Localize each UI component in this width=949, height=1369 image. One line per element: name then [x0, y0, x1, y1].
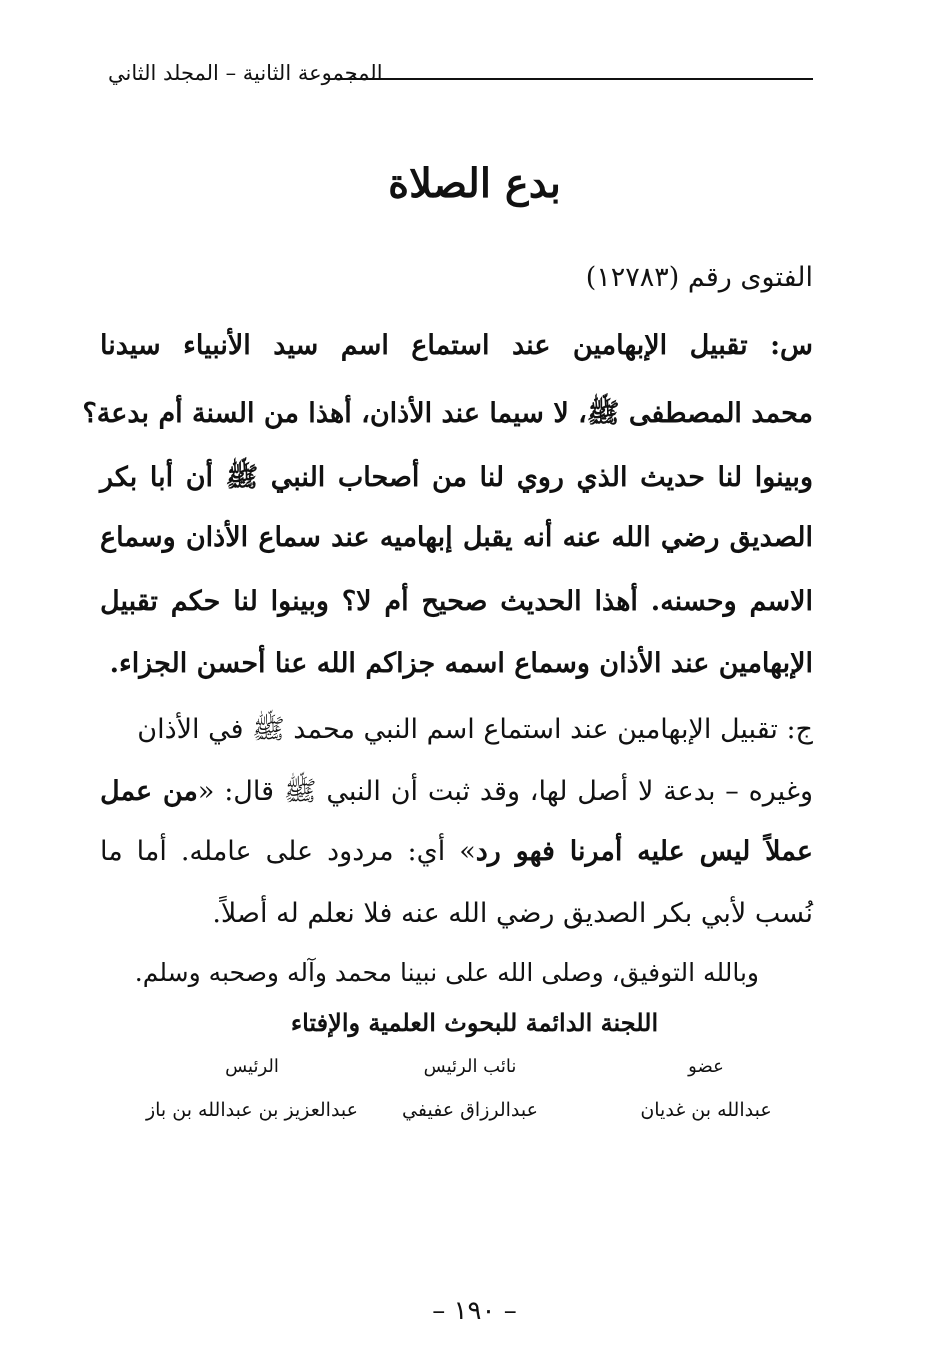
- section-title: بدع الصلاة: [388, 160, 561, 207]
- question-line: محمد المصطفى ﷺ، لا سيما عند الأذان، أهذا من السنة أم بدعة؟: [82, 398, 813, 429]
- hadith-quote: من عمل: [100, 776, 198, 807]
- signatory-role: عضو: [688, 1056, 724, 1077]
- running-header-title: المجموعة الثانية – المجلد الثاني: [108, 61, 383, 85]
- signatory-member: [631, 1056, 781, 1121]
- signatory-role: نائب الرئيس: [423, 1056, 517, 1077]
- running-header: [100, 58, 813, 88]
- signatory-vice-president: [375, 1056, 565, 1121]
- answer-line: نُسب لأبي بكر الصديق رضي الله عنه فلا نعلم له أصلاً.: [212, 898, 813, 929]
- committee-name: اللجنة الدائمة للبحوث العلمية والإفتاء: [290, 1008, 659, 1037]
- answer-line: [100, 836, 813, 867]
- answer-text: وغيره – بدعة لا أصل لها، وقد ثبت أن النبي ﷺ قال: «: [197, 776, 813, 807]
- fatwa-number: الفتوى رقم (١٢٧٨٣): [585, 262, 813, 293]
- signatory-name: عبدالرزاق عفيفي: [402, 1099, 538, 1121]
- signatory-name: عبدالله بن غديان: [640, 1099, 772, 1121]
- answer-line: ج: تقبيل الإبهامين عند استماع اسم النبي محمد ﷺ في الأذان: [137, 714, 813, 745]
- answer-line: [100, 774, 813, 814]
- question-line: س: تقبيل الإبهامين عند استماع اسم سيد الأنبياء سيدنا: [100, 330, 813, 361]
- signatory-role: الرئيس: [225, 1056, 279, 1077]
- question-line: الإبهامين عند الأذان وسماع اسمه جزاكم الله عنا أحسن الجزاء.: [109, 648, 813, 679]
- question-line: وبينوا لنا حديث الذي روي لنا من أصحاب النبي ﷺ أن أبا بكر: [100, 462, 813, 493]
- signatory-name: عبدالعزيز بن عبدالله بن باز: [145, 1099, 359, 1121]
- header-rule: [337, 78, 813, 80]
- page-number: – ١٩٠ –: [432, 1296, 517, 1326]
- closing-line: وبالله التوفيق، وصلى الله على نبينا محمد وآله وصحبه وسلم.: [134, 958, 759, 987]
- signatory-president: [137, 1056, 367, 1121]
- question-line: الاسم وحسنه. أهذا الحديث صحيح أم لا؟ وبينوا لنا حكم تقبيل: [100, 586, 813, 617]
- question-line: الصديق رضي الله عنه أنه يقبل إبهاميه عند سماع الأذان وسماع: [100, 522, 813, 553]
- answer-text: » أي: مردود على عامله. أما ما: [100, 836, 476, 867]
- hadith-quote: عملاً ليس عليه أمرنا فهو رد: [475, 836, 814, 867]
